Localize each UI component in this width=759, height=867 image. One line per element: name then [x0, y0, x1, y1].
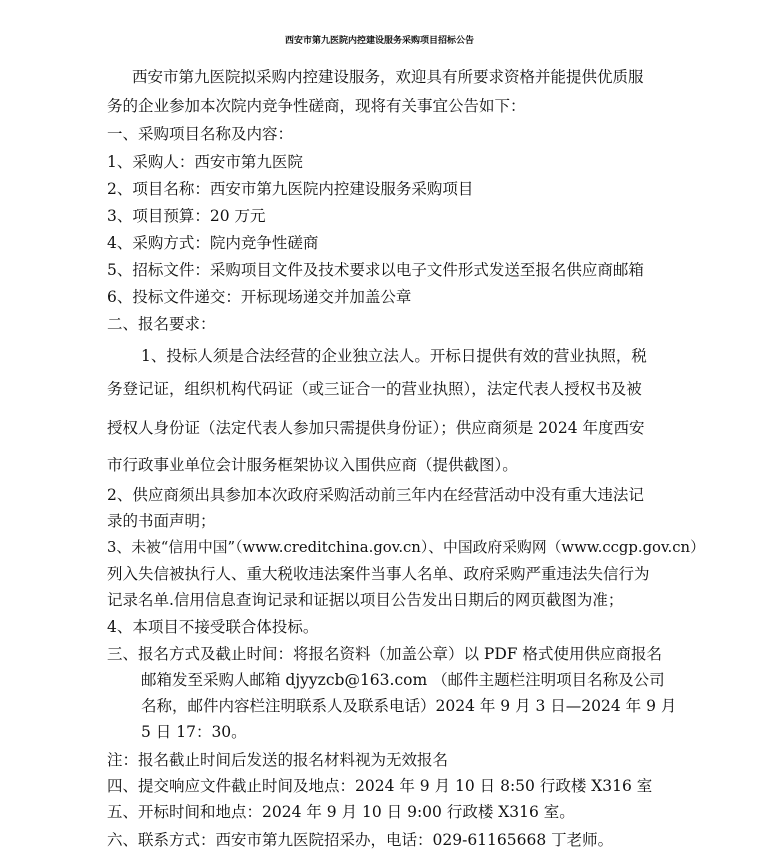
requirement-3-line-2: 列入失信被执行人、重大税收违法案件当事人名单、政府采购严重违法失信行为 — [107, 565, 650, 583]
requirement-3-line-1: 3、未被“信用中国”（www.creditchina.gov.cn）、中国政府采购网（www.ccgp.gov.cn） — [107, 539, 705, 556]
requirement-1-line-2: 务登记证，组织机构代码证（或三证合一的营业执照），法定代表人授权书及被 — [107, 380, 642, 398]
section-1-item-method: 4、采购方式：院内竞争性磋商 — [107, 234, 319, 252]
requirement-1-line-3: 授权人身份证（法定代表人参加只需提供身份证）；供应商须是 2024 年度西安 — [107, 419, 645, 437]
section-6-line: 六、联系方式：西安市第九医院招采办，电话：029-61165668 丁老师。 — [107, 831, 614, 849]
section-4-line: 四、提交响应文件截止时间及地点：2024 年 9 月 10 日 8:50 行政楼 X316 室 — [107, 777, 653, 795]
section-3-line-4: 5 日 17：30。 — [141, 723, 247, 741]
requirement-3-line-3: 记录名单.信用信息查询记录和证据以项目公告发出日期后的网页截图为准； — [107, 591, 624, 609]
requirement-1-line-1: 1、投标人须是合法经营的企业独立法人。开标日提供有效的营业执照，税 — [141, 347, 647, 365]
section-3-line-3: 名称，邮件内容栏注明联系人及联系电话）2024 年 9 月 3 日—2024 年 9 月 — [141, 697, 677, 715]
section-3-line-1: 三、报名方式及截止时间：将报名资料（加盖公章）以 PDF 格式使用供应商报名 — [107, 645, 662, 663]
requirement-4: 4、本项目不接受联合体投标。 — [107, 618, 319, 636]
section-1-heading: 一、采购项目名称及内容： — [107, 125, 294, 143]
section-1-item-project-name: 2、项目名称：西安市第九医院内控建设服务采购项目 — [107, 180, 474, 198]
section-1-item-budget: 3、项目预算：20 万元 — [107, 207, 266, 225]
section-5-line: 五、开标时间和地点：2024 年 9 月 10 日 9:00 行政楼 X316 室。 — [107, 803, 575, 821]
section-1-item-purchaser: 1、采购人：西安市第九医院 — [107, 153, 303, 171]
intro-line-1: 西安市第九医院拟采购内控建设服务，欢迎具有所要求资格并能提供优质服 — [132, 68, 644, 86]
note-line: 注：报名截止时间后发送的报名材料视为无效报名 — [107, 751, 449, 769]
requirement-1-line-4: 市行政事业单位会计服务框架协议入围供应商（提供截图）。 — [107, 456, 518, 474]
requirement-2-line-1: 2、供应商须出具参加本次政府采购活动前三年内在经营活动中没有重大违法记 — [107, 486, 644, 504]
section-3-line-2: 邮箱发至采购人邮箱 djyyzcb@163.com （邮件主题栏注明项目名称及公司 — [141, 671, 665, 689]
page-title: 西安市第九医院内控建设服务采购项目招标公告 — [284, 36, 474, 46]
requirement-2-line-2: 录的书面声明； — [107, 512, 216, 530]
intro-line-2: 务的企业参加本次院内竞争性磋商，现将有关事宜公告如下： — [107, 97, 526, 115]
section-2-heading: 二、报名要求： — [107, 315, 216, 333]
section-1-item-tender-file: 5、招标文件：采购项目文件及技术要求以电子文件形式发送至报名供应商邮箱 — [107, 261, 644, 279]
section-1-item-bid-delivery: 6、投标文件递交：开标现场递交并加盖公章 — [107, 288, 412, 306]
